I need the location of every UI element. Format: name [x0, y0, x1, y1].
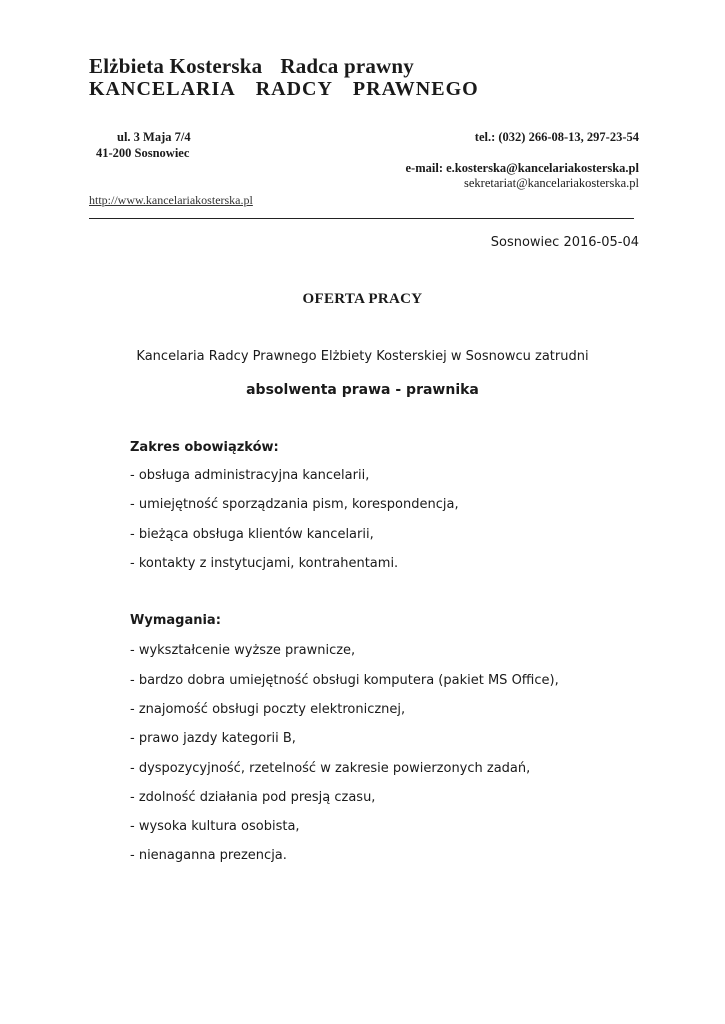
duties-heading: Zakres obowiązków: [130, 440, 279, 455]
duty-item: - bieżąca obsługa klientów kancelarii, [130, 527, 374, 542]
document-title: OFERTA PRACY [302, 291, 423, 307]
email-label: e-mail: [405, 161, 443, 175]
address-street: ul. 3 Maja 7/4 [117, 130, 191, 144]
requirement-item: - wykształcenie wyższe prawnicze, [130, 643, 356, 658]
website-link[interactable]: http://www.kancelariakosterska.pl [89, 193, 253, 207]
office-name-part2: RADCY [255, 78, 333, 100]
contact-phone: tel.: (032) 266-08-13, 297-23-54 [474, 130, 639, 144]
lawyer-name: Elżbieta Kosterska [89, 54, 263, 78]
duty-item: - obsługa administracyjna kancelarii, [130, 468, 370, 483]
email-primary[interactable]: e.kosterska@kancelariakosterska.pl [446, 161, 639, 175]
duty-item: - umiejętność sporządzania pism, korespondencja, [130, 497, 459, 512]
requirement-item: - bardzo dobra umiejętność obsługi komputera (pakiet MS Office), [130, 673, 559, 688]
lawyer-role: Radca prawny [280, 54, 415, 78]
requirement-item: - wysoka kultura osobista, [130, 819, 300, 834]
intro-sentence: Kancelaria Radcy Prawnego Elżbiety Kosterskiej w Sosnowcu zatrudni [136, 349, 589, 364]
office-name-line [89, 78, 479, 101]
duty-item: - kontakty z instytucjami, kontrahentami. [130, 556, 399, 571]
requirement-item: - dyspozycyjność, rzetelność w zakresie powierzonych zadań, [130, 761, 531, 776]
contact-email-line [406, 161, 640, 176]
requirement-item: - prawo jazdy kategorii B, [130, 731, 296, 746]
requirements-heading: Wymagania: [130, 613, 221, 628]
document-date: Sosnowiec 2016-05-04 [490, 235, 639, 250]
header-divider [89, 218, 634, 219]
email-secondary[interactable]: sekretariat@kancelariakosterska.pl [464, 176, 639, 190]
requirement-item: - znajomość obsługi poczty elektronicznej, [130, 702, 406, 717]
office-name-part1: KANCELARIA [89, 78, 236, 100]
letterhead-name-line [89, 54, 414, 79]
office-name-part3: PRAWNEGO [352, 78, 479, 100]
position-name: absolwenta prawa - prawnika [246, 382, 479, 398]
address-city: 41-200 Sosnowiec [96, 146, 190, 160]
requirement-item: - nienaganna prezencja. [130, 848, 287, 863]
requirement-item: - zdolność działania pod presją czasu, [130, 790, 376, 805]
